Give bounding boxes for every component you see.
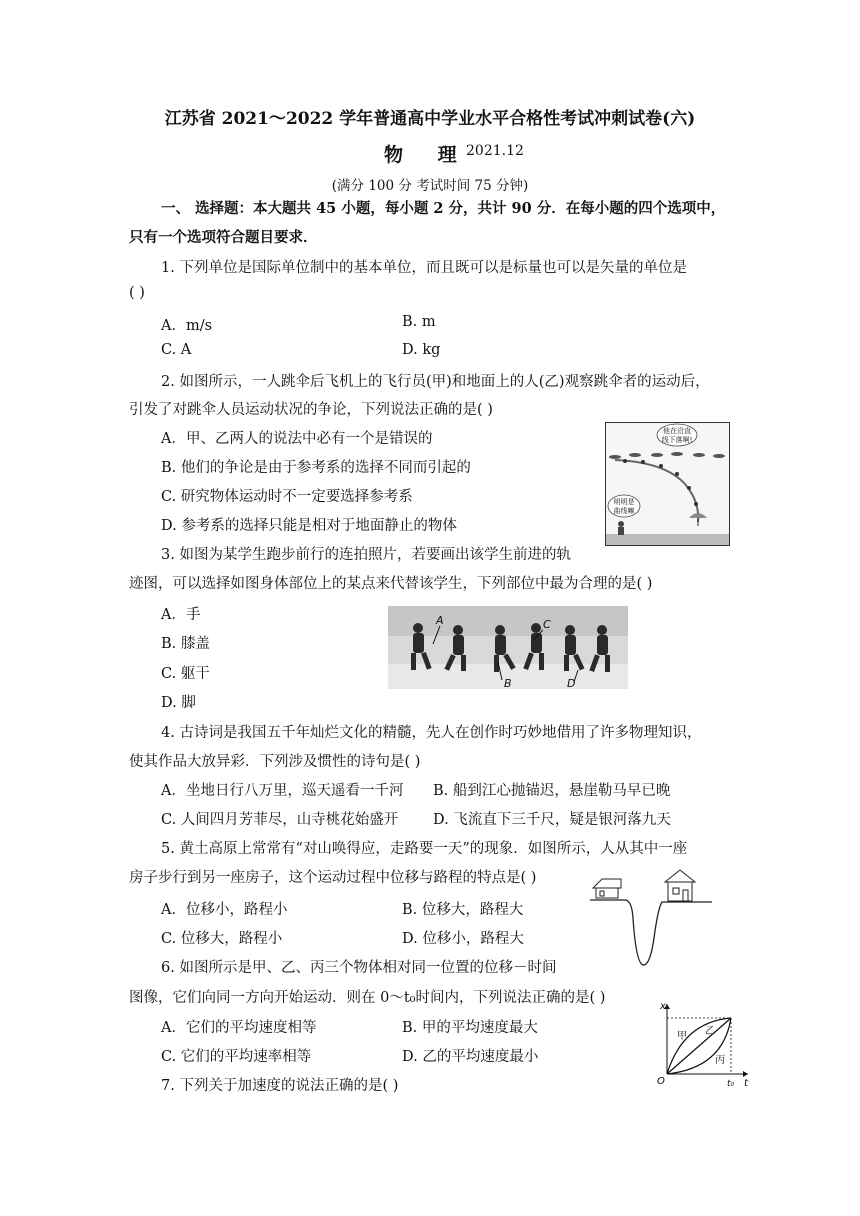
label-a: A (436, 614, 444, 627)
subject-label: 物 理 (384, 144, 471, 166)
label-d: D (567, 677, 576, 689)
yi-label: 乙 (705, 1026, 715, 1037)
q2-option-c: C. 研究物体运动时不一定要选择参考系 (161, 489, 413, 505)
section-heading: 一、 选择题：本大题共 45 小题，每小题 2 分，共计 90 分．在每小题的四个选项中， (161, 200, 726, 217)
q2-option-d: D. 参考系的选择只能是相对于地面静止的物体 (161, 518, 457, 534)
parachute-figure (605, 422, 730, 546)
q2-stem-cont: 引发了对跳伞人员运动状况的争论，下列说法正确的是( ) (129, 402, 493, 418)
bubble-bottom-line1: 明明是 (613, 498, 635, 506)
q3-stem: 3. 如图为某学生跑步前行的连拍照片，若要画出该学生前进的轨 (161, 547, 571, 563)
q5-option-a: A．位移小，路程小 (161, 902, 288, 918)
q2-option-a: A．甲、乙两人的说法中必有一个是错误的 (161, 431, 433, 447)
y-axis-label: x (660, 1001, 666, 1012)
q2-stem: 2. 如图所示，一人跳伞后飞机上的飞行员(甲)和地面上的人(乙)观察跳伞者的运动后， (161, 374, 710, 390)
q5-option-d: D. 位移小，路程大 (402, 931, 524, 947)
bubble-top-line2: 线下落啊! (661, 436, 693, 444)
q2-option-b: B. 他们的争论是由于参考系的选择不同而引起的 (161, 460, 471, 476)
q3-option-c: C. 躯干 (161, 666, 210, 682)
q1-option-b: B. m (402, 314, 436, 330)
big-house-icon (665, 870, 695, 901)
q5-option-b: B. 位移大，路程大 (402, 902, 524, 918)
jia-label: 甲 (677, 1031, 687, 1042)
small-house-icon (593, 879, 621, 898)
q1-stem: 1. 下列单位是国际单位制中的基本单位，而且既可以是标量也可以是矢量的单位是 (161, 260, 687, 276)
section-heading-cont: 只有一个选项符合题目要求． (129, 229, 318, 246)
q1-option-c: C. A (161, 342, 192, 358)
q1-stem-cont: ( ) (129, 285, 145, 301)
origin-label: O (657, 1076, 665, 1087)
xt-graph (653, 998, 753, 1088)
q6-stem: 6. 如图所示是甲、乙、丙三个物体相对同一位置的位移－时间 (161, 960, 557, 976)
q3-option-b: B. 膝盖 (161, 636, 210, 652)
q4-option-d: D. 飞流直下三千尺，疑是银河落九天 (433, 812, 671, 828)
bing-label: 丙 (715, 1055, 725, 1066)
q7-stem: 7. 下列关于加速度的说法正确的是( ) (161, 1078, 399, 1094)
q5-stem-cont: 房子步行到另一座房子，这个运动过程中位移与路程的特点是( ) (129, 870, 537, 886)
q1-option-a: A．m/s (161, 318, 213, 334)
q5-stem: 5. 黄土高原上常常有“对山唤得应，走路要一天”的现象．如图所示，人从其中一座 (161, 841, 688, 857)
exam-meta: (满分 100 分 考试时间 75 分钟) (331, 178, 529, 194)
q3-stem-cont: 迹图，可以选择如图身体部位上的某点来代替该学生，下列部位中最为合理的是( ) (129, 576, 653, 592)
q3-option-d: D. 脚 (161, 695, 196, 711)
q6-option-c: C. 它们的平均速率相等 (161, 1049, 312, 1065)
q6-option-a: A．它们的平均速度相等 (161, 1020, 317, 1036)
q6-stem-cont: 图像，它们向同一方向开始运动．则在 0～t₀时间内，下列说法正确的是( ) (129, 990, 606, 1006)
bubble-top-line1: 他在沿直 (663, 427, 691, 435)
q4-option-c: C. 人间四月芳菲尽，山寺桃花始盛开 (161, 812, 399, 828)
q6-option-b: B. 甲的平均速度最大 (402, 1020, 538, 1036)
runner-photo (388, 606, 628, 689)
exam-date: 2021.12 (466, 143, 524, 159)
t0-label: t₀ (727, 1079, 735, 1088)
q4-stem-cont: 使其作品大放异彩．下列涉及惯性的诗句是( ) (129, 754, 421, 770)
label-b: B (504, 677, 512, 689)
q6-option-d: D. 乙的平均速度最小 (402, 1049, 539, 1065)
label-c: C (543, 618, 551, 631)
q4-option-b: B. 船到江心抛锚迟，悬崖勒马早已晚 (433, 783, 671, 799)
bubble-bottom-line2: 曲线嘛 (613, 507, 635, 515)
x-axis-label: t (744, 1078, 748, 1088)
valley-figure (588, 868, 716, 970)
exam-title: 江苏省 2021～2022 学年普通高中学业水平合格性考试冲刺试卷(六) (164, 109, 696, 129)
q4-option-a: A．坐地日行八万里，巡天遥看一千河 (161, 783, 404, 799)
q5-option-c: C. 位移大，路程小 (161, 931, 283, 947)
q1-option-d: D. kg (402, 342, 441, 358)
q4-stem: 4. 古诗词是我国五千年灿烂文化的精髓，先人在创作时巧妙地借用了许多物理知识， (161, 725, 702, 741)
q3-option-a: A．手 (161, 607, 201, 623)
